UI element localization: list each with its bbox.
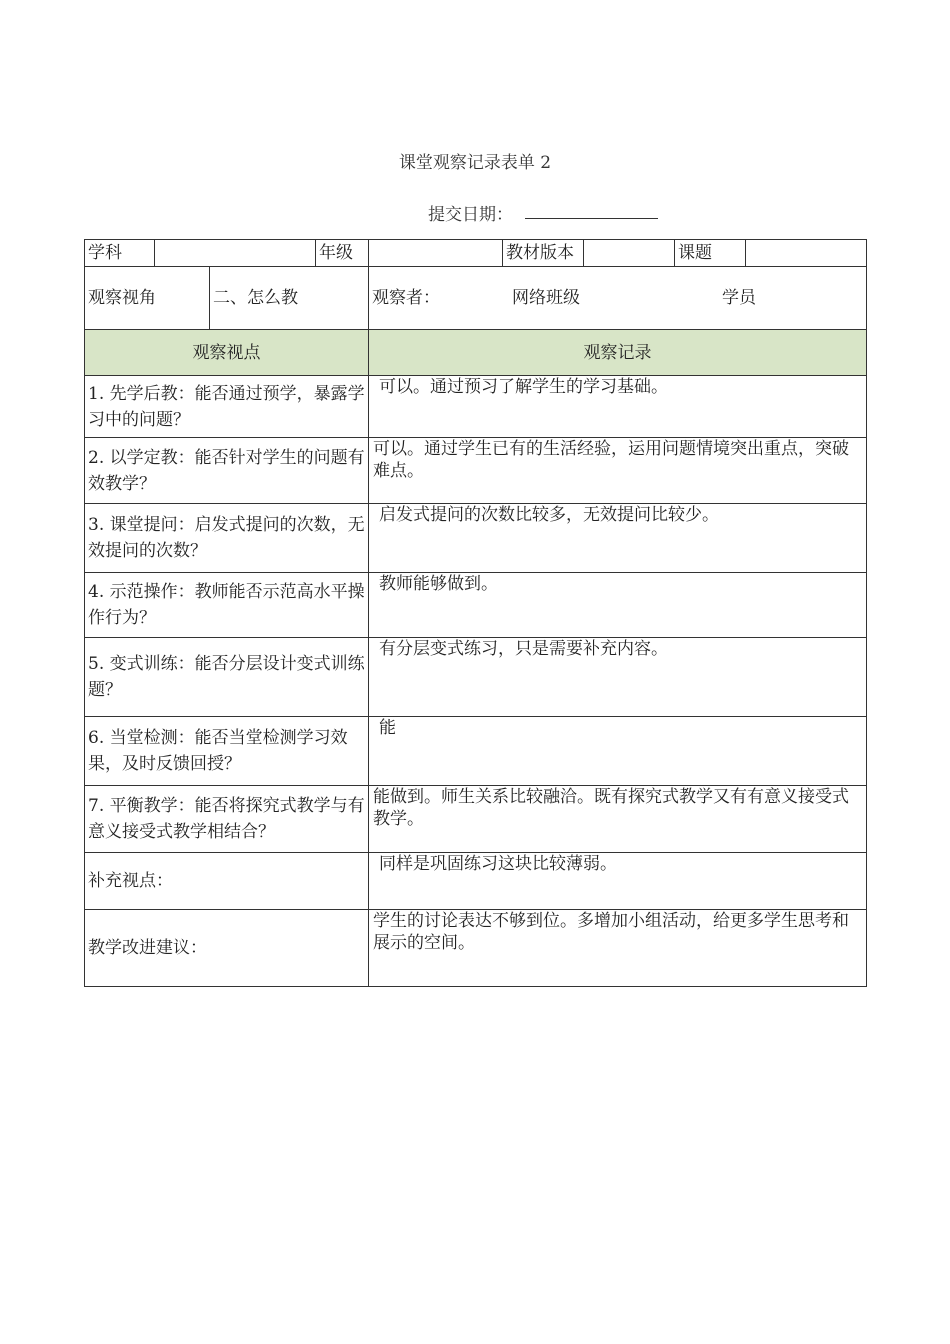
- submit-date-field[interactable]: [525, 218, 658, 219]
- perspective-value: 二、怎么教: [210, 267, 369, 330]
- supplement-value: 同样是巩固练习这块比较薄弱。: [369, 853, 867, 910]
- observation-point: 7. 平衡教学：能否将探究式教学与有意义接受式教学相结合？: [85, 786, 369, 853]
- table-row: [85, 786, 867, 853]
- observation-record: 教师能够做到。: [369, 573, 867, 638]
- perspective-row: [85, 267, 867, 330]
- observer-label: 观察者：: [372, 288, 440, 308]
- table-row: [85, 717, 867, 786]
- table-row: [85, 376, 867, 438]
- observation-point: 2. 以学定教：能否针对学生的问题有效教学？: [85, 438, 369, 504]
- edition-field[interactable]: [584, 240, 675, 267]
- observer-role: 学员: [722, 288, 756, 308]
- table-row: [85, 573, 867, 638]
- supplement-label: 补充视点：: [85, 853, 369, 910]
- observation-record: 有分层变式练习，只是需要补充内容。: [369, 638, 867, 717]
- header-point: 观察视点: [85, 330, 369, 376]
- subject-label: 学科: [85, 240, 155, 267]
- table-row: [85, 504, 867, 573]
- suggestion-row: [85, 910, 867, 987]
- observation-record: 可以。通过学生已有的生活经验，运用问题情境突出重点，突破难点。: [369, 438, 867, 504]
- observation-record: 能: [369, 717, 867, 786]
- observation-record: 可以。通过预习了解学生的学习基础。: [369, 376, 867, 438]
- table-row: [85, 438, 867, 504]
- suggestion-value: 学生的讨论表达不够到位。多增加小组活动，给更多学生思考和展示的空间。: [369, 910, 867, 987]
- observation-point: 4. 示范操作：教师能否示范高水平操作行为？: [85, 573, 369, 638]
- observation-record: 能做到。师生关系比较融洽。既有探究式教学又有有意义接受式教学。: [369, 786, 867, 853]
- observer-cell: [369, 267, 867, 330]
- header-record: 观察记录: [369, 330, 867, 376]
- observer-class: 网络班级: [512, 288, 580, 308]
- observation-table: [84, 239, 867, 987]
- submit-date-label: 提交日期：: [428, 205, 513, 225]
- suggestion-label: 教学改进建议：: [85, 910, 369, 987]
- header-row: [85, 330, 867, 376]
- table-row: [85, 638, 867, 717]
- info-row: [85, 240, 867, 267]
- grade-field[interactable]: [369, 240, 503, 267]
- grade-label: 年级: [316, 240, 369, 267]
- edition-label: 教材版本: [503, 240, 584, 267]
- subject-field[interactable]: [155, 240, 316, 267]
- topic-label: 课题: [675, 240, 746, 267]
- perspective-label: 观察视角: [85, 267, 210, 330]
- observation-point: 3. 课堂提问：启发式提问的次数，无效提问的次数？: [85, 504, 369, 573]
- observation-point: 6. 当堂检测：能否当堂检测学习效果，及时反馈回授？: [85, 717, 369, 786]
- page-title: 课堂观察记录表单 2: [398, 153, 552, 173]
- observation-record: 启发式提问的次数比较多，无效提问比较少。: [369, 504, 867, 573]
- supplement-row: [85, 853, 867, 910]
- observation-point: 1. 先学后教：能否通过预学，暴露学习中的问题？: [85, 376, 369, 438]
- observation-point: 5. 变式训练：能否分层设计变式训练题？: [85, 638, 369, 717]
- topic-field[interactable]: [746, 240, 867, 267]
